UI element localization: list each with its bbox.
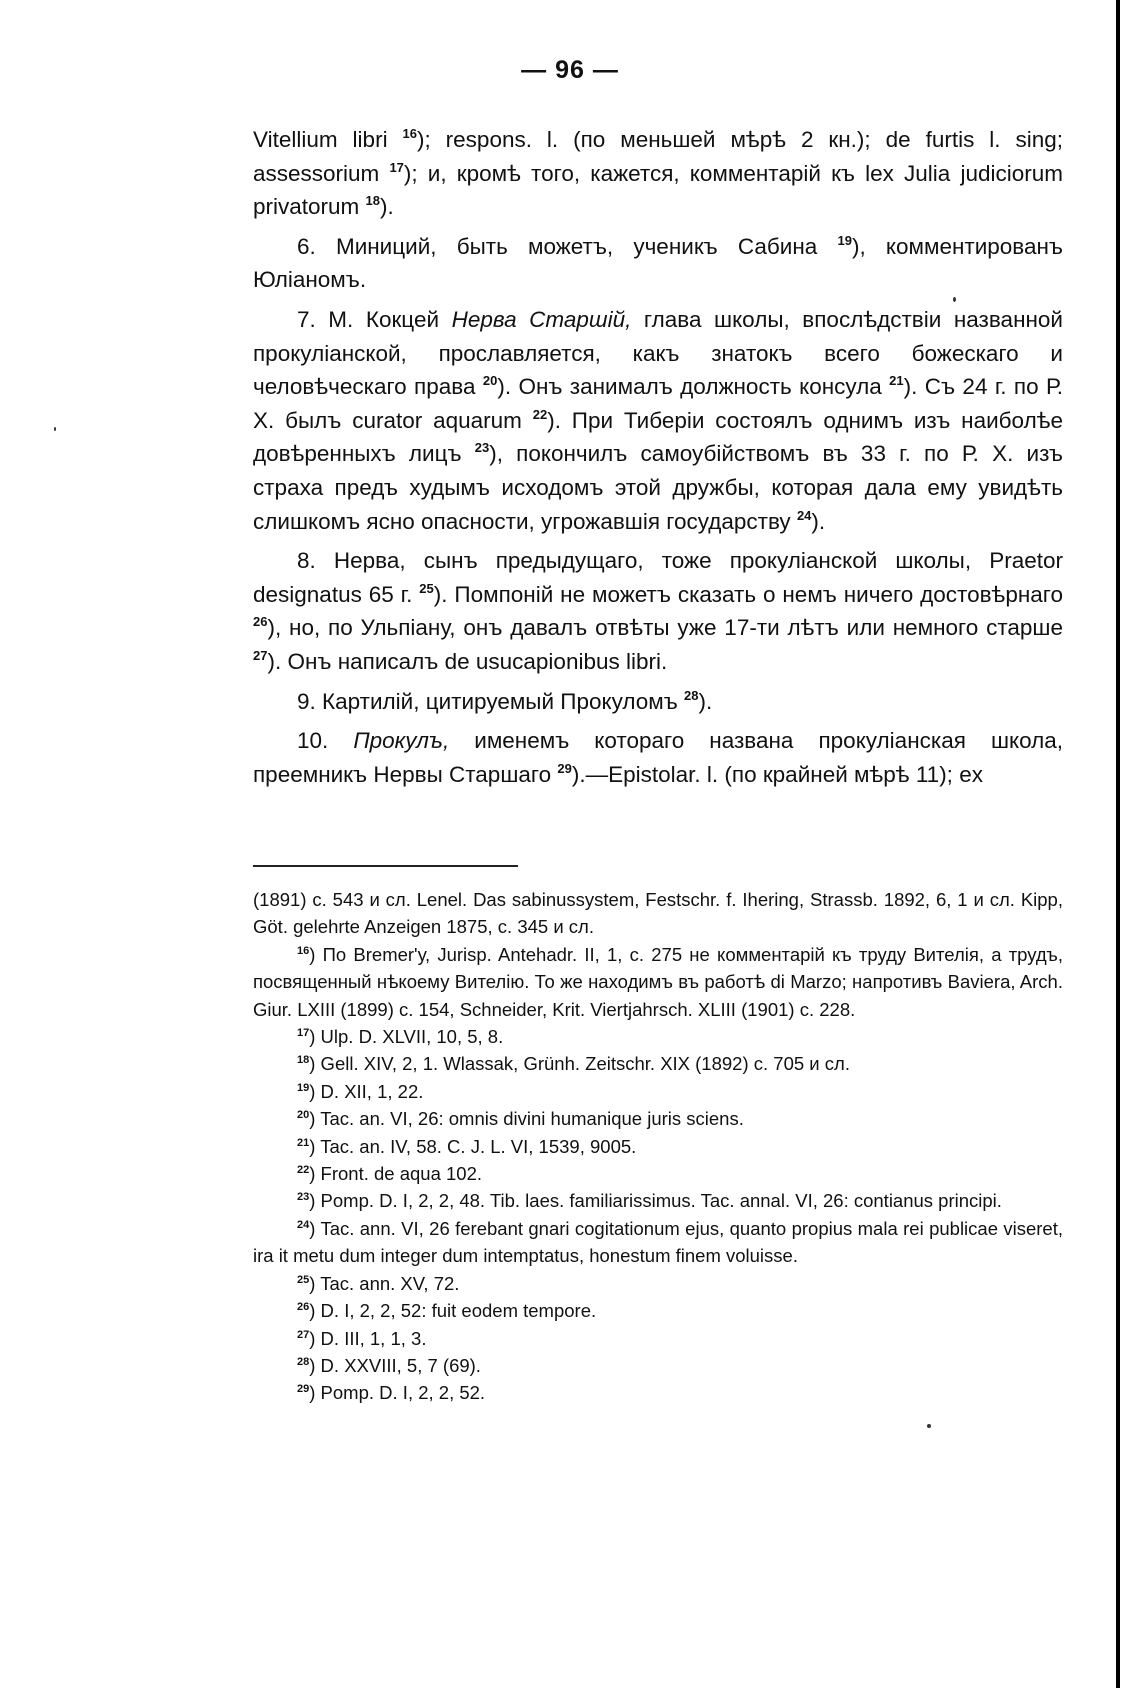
binding-edge <box>1116 0 1120 1688</box>
footnote-ref[interactable]: 25 <box>419 580 434 596</box>
footnote-ref[interactable]: 17 <box>389 159 404 175</box>
footnote-25: $^{25}$) Tac. ann. XV, 72. <box>297 1272 460 1294</box>
paragraph-vitellius: Vitellium libri $^{16}$); respons. l. (по меньшей мѣрѣ 2 кн.); de furtis l. sing; assessorium $^{17}$); и, кромѣ того, кажется, комментарій къ lex Julia judiciorum privatorum $^{18}$). <box>253 126 1064 220</box>
footnote-ref[interactable]: 22 <box>532 406 548 422</box>
scan-speck <box>927 1424 931 1428</box>
footnote-number: 20 <box>297 1109 310 1122</box>
footnote-ref[interactable]: 21 <box>889 373 904 389</box>
footnote-number: 17 <box>297 1027 310 1040</box>
footnote-number: 26 <box>297 1301 310 1314</box>
footnote-number: 27 <box>297 1328 310 1341</box>
paragraph-nerva-junior: 8. Нерва, сынъ предыдущаго, тоже прокуліанской школы, Praetor designatus 65 г. $^{25}$). Помпоній не можетъ сказать о немъ ничего достовѣрнаго $^{26}$), но, по Ульпіану, онъ давалъ отвѣты уже 17-ти лѣтъ или немного старше $^{27}$). Онъ написалъ de usucapionibus libri. <box>253 548 1063 674</box>
footnote-ref[interactable]: 26 <box>253 614 268 630</box>
footnote-ref[interactable]: 16 <box>402 126 417 141</box>
footnote-ref[interactable]: 29 <box>557 760 572 776</box>
scan-speck <box>953 297 956 302</box>
footnote-ref[interactable]: 23 <box>474 440 490 456</box>
footnote-17: $^{17}$) Ulp. D. XLVII, 10, 5, 8. <box>297 1026 504 1048</box>
footnote-ref[interactable]: 24 <box>796 507 812 523</box>
scan-speck <box>54 427 56 431</box>
page-number: — 96 — <box>521 56 619 84</box>
footnote-20: $^{20}$) Tac. an. VI, 26: omnis divini humanique juris sciens. <box>297 1108 744 1130</box>
footnotes <box>253 886 1063 1407</box>
footnote-24: $^{24}$) Tac. ann. VI, 26 ferebant gnari cogitationum ejus, quanto propius mala rei publicae viseret, ira it metu dum integer dum intemptatus, honestum finem voluisse. <box>253 1217 1063 1267</box>
main-text <box>253 123 1063 791</box>
footnote-ref[interactable]: 18 <box>365 193 381 209</box>
footnote-ref[interactable]: 27 <box>253 647 268 663</box>
footnote-number: 23 <box>297 1191 310 1204</box>
footnote-19: $^{19}$) D. XII, 1, 22. <box>297 1080 424 1102</box>
footnote-number: 21 <box>297 1136 310 1149</box>
footnote-continuation: (1891) с. 543 и сл. Lenel. Das sabinussystem, Festschr. f. Ihering, Strassb. 1892, 6, 1 и сл. Kipp, Göt. gelehrte Anzeigen 1875, с. 345 и сл. <box>253 889 1063 938</box>
footnote-26: $^{26}$) D. I, 2, 2, 52: fuit eodem tempore. <box>297 1300 597 1322</box>
footnote-ref[interactable]: 28 <box>684 687 699 703</box>
footnote-number: 18 <box>297 1054 310 1067</box>
jurist-name: Нерва Старшій, <box>451 306 632 332</box>
footnote-21: $^{21}$) Tac. an. IV, 58. C. J. L. VI, 1539, 9005. <box>297 1135 637 1157</box>
footnote-number: 22 <box>297 1164 310 1177</box>
footnote-18: $^{18}$) Gell. XIV, 2, 1. Wlassak, Grünh. Zeitschr. XIX (1892) с. 705 и сл. <box>297 1053 850 1075</box>
paragraph-minicius: 6. Миниций, быть можетъ, ученикъ Сабина $^{19}$), комментированъ Юліаномъ. <box>253 232 1063 293</box>
footnote-27: $^{27}$) D. III, 1, 1, 3. <box>297 1327 427 1349</box>
footnote-23: $^{23}$) Pomp. D. I, 2, 2, 48. Tib. laes. familiarissimus. Tac. annal. VI, 26: contianus principi. <box>297 1190 1002 1212</box>
paragraph-proculus: 10. Прокулъ, именемъ котораго названа прокуліанская школа, преемникъ Нервы Старшаго $^{29}$).—Epistolar. l. (по крайней мѣрѣ 11); ex <box>253 728 1064 787</box>
footnote-22: $^{22}$) Front. de aqua 102. <box>297 1163 483 1185</box>
footnote-number: 25 <box>297 1273 310 1286</box>
paragraph-cartilius: 9. Картилій, цитируемый Прокуломъ $^{28}$). <box>297 687 713 714</box>
footnote-number: 16 <box>297 944 310 957</box>
footnote-separator <box>253 865 518 867</box>
jurist-name: Прокулъ, <box>353 728 450 754</box>
footnote-28: $^{28}$) D. XXVIII, 5, 7 (69). <box>297 1354 481 1376</box>
footnote-number: 24 <box>297 1218 310 1231</box>
footnote-ref[interactable]: 20 <box>482 373 498 389</box>
paragraph-nerva-senior: 7. М. Кокцей Нерва Старшій, глава школы, впослѣдствіи названной прокуліанской, прославляется, какъ знатокъ всего божескаго и человѣческаго права $^{20}$). Онъ занималъ должность консула $^{21}$). Съ 24 г. по Р. Х. былъ curator aquarum $^{22}$). При Тиберіи состоялъ однимъ изъ наиболѣе довѣренныхъ лицъ $^{23}$), покончилъ самоубійствомъ въ 33 г. по Р. Х. изъ страха предъ худымъ исходомъ этой дружбы, которая дала ему увидѣть слишкомъ ясно опасности, угрожавшія государству $^{24}$). <box>253 306 1064 534</box>
footnote-number: 29 <box>297 1383 310 1396</box>
footnote-number: 28 <box>297 1355 310 1368</box>
footnote-number: 19 <box>297 1081 310 1094</box>
footnote-29: $^{29}$) Pomp. D. I, 2, 2, 52. <box>297 1382 486 1404</box>
footnote-ref[interactable]: 19 <box>837 232 852 248</box>
footnote-16: $^{16}$) По Bremer'у, Jurisp. Antehadr. II, 1, с. 275 не комментарій къ труду Вителія, а трудъ, посвященный нѣкоему Вителію. То же находимъ въ работѣ di Marzo; напротивъ Baviera, Arch. Giur. LXIII (1899) с. 154, Schneider, Krit. Viertjahrsch. XLIII (1901) с. 228. <box>253 943 1063 1020</box>
